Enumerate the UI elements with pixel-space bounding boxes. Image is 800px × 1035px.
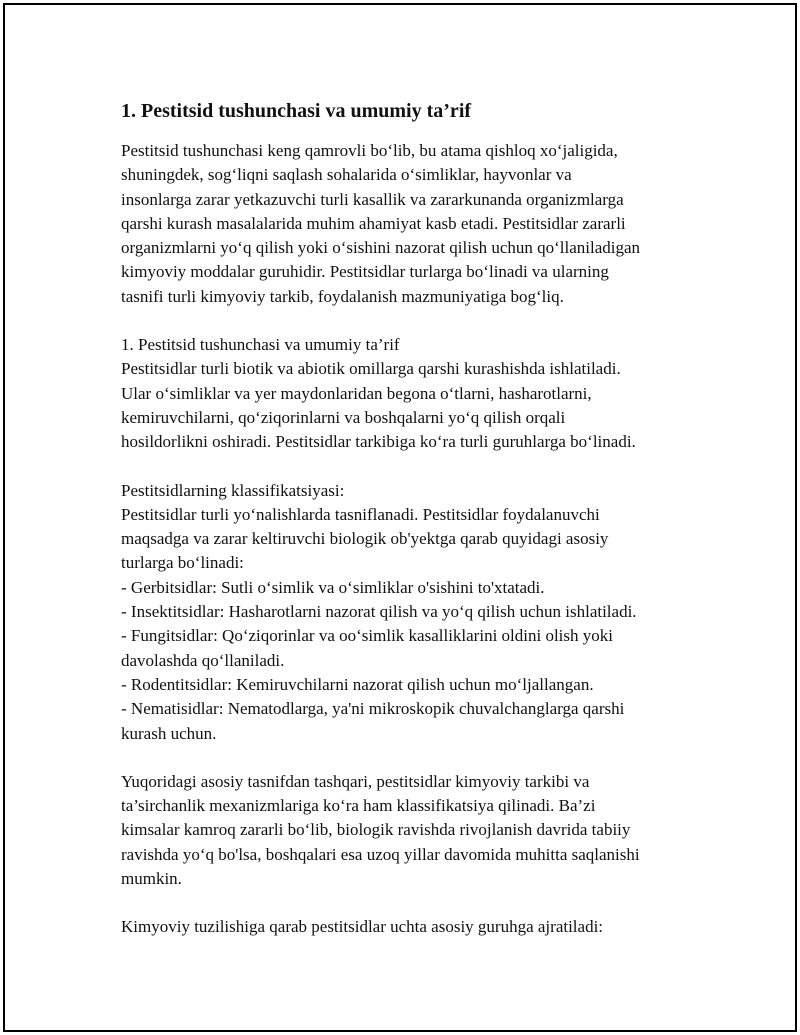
section-heading: 1. Pestitsid tushunchasi va umumiy ta’rif xyxy=(121,100,472,122)
paragraph-chemical-groups: Kimyoviy tuzilishiga qarab pestitsidlar uchta asosiy guruhga ajratiladi: xyxy=(121,917,604,937)
document-body xyxy=(121,97,701,964)
paragraph-intro: Pestitsid tushunchasi keng qamrovli bo‘lib, bu atama qishloq xo‘jaligida, shuningdek, sog‘liqni saqlash sohalarida o‘simliklar, hayvonlar va insonlarga zarar yetkazuvchi turli kasallik va zararkunanda organizmlarga qarshi kurash masalalarida muhim ahamiyat kasb etadi. Pestitsidlar zararli organizmlarni yo‘q qilish yoki o‘sishini nazorat qilish uchun qo‘llaniladigan kimyoviy moddalar guruhidir. Pestitsidlar turlarga bo‘linadi va ularning tasnifi turli kimyoviy tarkib, foydalanish mazmuniyatiga bog‘liq. xyxy=(121,141,641,306)
paragraph-definition: 1. Pestitsid tushunchasi va umumiy ta’rif Pestitsidlar turli biotik va abiotik omillarga qarshi kurashishda ishlatiladi. Ular o‘simliklar va yer maydonlaridan begona o‘tlarni, hasharotlarni, kemiruvchilarni, qo‘ziqorinlarni va boshqalarni yo‘q qilish orqali hosildorlikni oshiradi. Pestitsidlar tarkibiga ko‘ra turli guruhlarga bo‘linadi. xyxy=(121,335,636,452)
paragraph-classification: Pestitsidlarning klassifikatsiyasi: Pestitsidlar turli yo‘nalishlarda tasniflanadi. Pestitsidlar foydalanuvchi maqsadga va zarar keltiruvchi biologik ob'yektga qarab quyidagi asosiy turlarga bo‘linadi: - Gerbitsidlar: Sutli o‘simlik va o‘simliklar o'sishini to'xtatadi. - Insektitsidlar: Hasharotlarni nazorat qilish va yo‘q qilish uchun ishlatiladi. - Fungitsidlar: Qo‘ziqorinlar va oo‘simlik kasalliklarini oldini olish yoki davolashda qo‘llaniladi. - Rodentitsidlar: Kemiruvchilarni nazorat qilish uchun mo‘ljallangan. - Nematisidlar: Nematodlarga, ya'ni mikroskopik chuvalchanglarga qarshi kurash uchun. xyxy=(121,480,637,743)
paragraph-additional-classification: Yuqoridagi asosiy tasnifdan tashqari, pestitsidlar kimyoviy tarkibi va ta’sirchanlik mexanizmlariga ko‘ra ham klassifikatsiya qilinadi. Ba’zi kimsalar kamroq zararli bo‘lib, biologik ravishda rivojlanish davrida tabiiy ravishda yo‘q bo'lsa, boshqalari esa uzoq yillar davomida muhitta saqlanishi mumkin. xyxy=(121,771,640,889)
document-page xyxy=(3,3,797,1032)
